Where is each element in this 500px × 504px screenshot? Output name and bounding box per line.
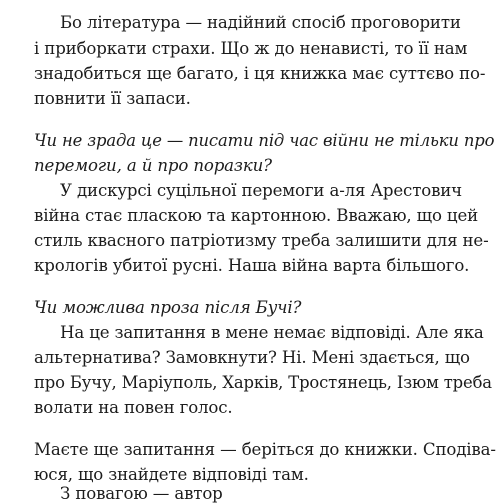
paragraph-line: повнити її запаси. [34, 89, 191, 108]
paragraph-line: знадобиться ще багато, і ця книжка має суттєво по- [34, 64, 486, 83]
paragraph-line: волати на повен голос. [34, 398, 233, 417]
paragraph-line: У дискурсі суцільної перемоги а-ля Арестович [60, 181, 462, 200]
signature-line: З повагою — автор [60, 484, 223, 503]
question-line: Чи можлива проза після Бучі? [34, 298, 302, 317]
paragraph-line: Маєте ще запитання — беріться до книжки. Сподіва- [34, 440, 496, 459]
question-line: Чи не зрада це — писати під час війни не тільки про [34, 131, 495, 150]
paragraph-line: альтернатива? Замовкнути? Ні. Мені здається, що [34, 348, 470, 367]
paragraph-line: На це запитання в мене немає відповіді. Але яка [60, 323, 484, 342]
paragraph-line: стиль квасного патріотизму треба залишити для не- [34, 231, 489, 250]
paragraph-line: війна стає пласкою та картонною. Вважаю, що цей [34, 206, 479, 225]
paragraph-line: юся, що знайдете відповіді там. [34, 465, 309, 484]
paragraph-line: і приборкати страхи. Що ж до ненависті, то її нам [34, 39, 468, 58]
paragraph-line: крологів убитої русні. Наша війна варта більшого. [34, 256, 470, 275]
question-line: перемоги, а й про поразки? [34, 156, 272, 175]
paragraph-line: про Бучу, Маріуполь, Харків, Тростянець, Ізюм треба [34, 373, 492, 392]
paragraph-line: Бо література — надійний спосіб проговорити [60, 13, 461, 32]
